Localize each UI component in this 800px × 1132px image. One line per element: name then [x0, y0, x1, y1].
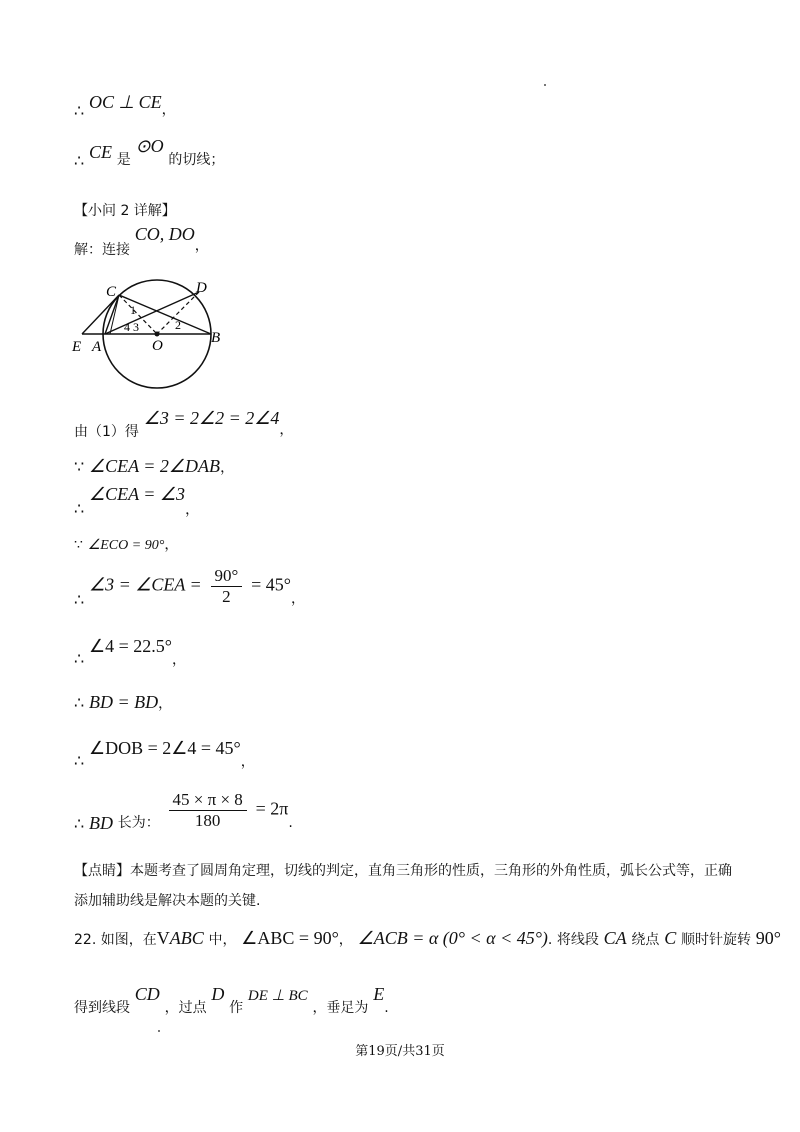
comma: ，: [158, 696, 173, 712]
text-segment: 由（1）得: [74, 424, 139, 440]
math-expression: CE: [88, 142, 112, 162]
label-angle-4: 4: [124, 320, 130, 334]
math-expression: CD: [134, 984, 160, 1004]
math-expression: ∠3 = ∠CEA =: [88, 574, 202, 595]
label-b: B: [211, 330, 221, 346]
fraction-numerator: 90°: [211, 566, 243, 587]
therefore-symbol: ∴: [74, 151, 85, 170]
line-angle4: [74, 636, 186, 668]
line-oc-perp-ce: [74, 92, 176, 120]
text-segment: 是: [116, 152, 131, 168]
math-expression: ∠4 = 22.5°: [88, 636, 172, 656]
label-a: A: [92, 339, 102, 355]
page-footer: 第19页/共31页: [355, 1044, 445, 1059]
comma: ，: [194, 238, 209, 254]
line-angle-relation: [74, 408, 294, 440]
math-expression: BD: [88, 812, 113, 833]
math-expression: CA: [603, 928, 627, 948]
speck-mark: [158, 1030, 160, 1032]
text-segment: 顺时针旋转: [680, 932, 751, 948]
text-segment: 中，: [208, 932, 237, 948]
problem22-line2: [74, 984, 389, 1016]
math-expression: BD = BD: [88, 692, 159, 712]
because-symbol: ∵: [74, 537, 83, 553]
math-expression: ∠3 = 2∠2 = 2∠4: [143, 408, 280, 428]
therefore-symbol: ∴: [74, 751, 85, 770]
label-c: C: [106, 284, 117, 300]
line-a-d: [105, 292, 199, 334]
text-segment: 22. 如图，在: [74, 932, 157, 948]
period: .: [384, 1000, 389, 1016]
line-eco-90: [74, 534, 178, 554]
speck-mark: [544, 84, 546, 86]
math-expression: = 2π: [255, 798, 289, 819]
text-segment: 绕点: [631, 932, 660, 948]
text-segment: ，: [338, 932, 353, 948]
comma: ，: [220, 460, 235, 476]
line-cea-equals-3: [74, 484, 200, 518]
text-segment: 的切线；: [168, 152, 225, 168]
label-angle-2: 2: [175, 318, 181, 332]
math-expression: ∠CEA = 2∠DAB: [88, 456, 221, 476]
line-arc-length: [74, 790, 293, 831]
text-segment: ，过点: [164, 1000, 207, 1016]
label-angle-3: 3: [133, 320, 139, 334]
comment-paragraph: 【点睛】本题考查了圆周角定理，切线的判定，直角三角形的性质，三角形的外角性质，弧长公式等，正确添加辅助线是解决本题的关键.: [74, 863, 732, 909]
line-angle3-45: [74, 566, 305, 607]
math-expression: ∠ACB = α (0° < α < 45°): [357, 928, 548, 948]
fraction: [169, 790, 247, 831]
text-segment: 作: [229, 1000, 244, 1016]
section-heading-part2: 【小问 2 详解】: [74, 203, 176, 219]
math-expression: ∠DOB = 2∠4 = 45°: [88, 738, 241, 758]
text-segment: 长为：: [117, 814, 160, 831]
because-symbol: ∵: [74, 457, 85, 476]
line-because-cea: [74, 456, 234, 477]
line-connect-co-do: [74, 224, 209, 258]
label-angle-1: 1: [130, 303, 136, 317]
therefore-symbol: ∴: [74, 499, 85, 518]
math-expression: ABC: [169, 928, 204, 948]
math-expression: E: [373, 984, 385, 1004]
center-dot-o: [155, 332, 160, 337]
comma: ，: [240, 754, 255, 770]
comma: ，: [290, 590, 305, 607]
math-expression: 90°: [755, 928, 781, 948]
line-arc-bd: [74, 692, 172, 713]
comma: ，: [161, 102, 176, 118]
line-ce-tangent: [74, 136, 225, 170]
math-expression: ∠CEA = ∠3: [88, 484, 186, 504]
label-d: D: [196, 280, 207, 296]
math-expression: ⊙O: [135, 136, 164, 156]
fraction-denominator: 180: [194, 811, 221, 830]
fraction-numerator: 45 × π × 8: [169, 790, 247, 811]
comma: ，: [171, 652, 186, 668]
therefore-symbol: ∴: [74, 813, 85, 833]
comma: ，: [164, 537, 179, 553]
math-expression: = 45°: [251, 574, 291, 595]
math-expression: CO, DO: [134, 224, 195, 244]
therefore-symbol: ∴: [74, 589, 85, 609]
geometry-figure: [60, 262, 260, 392]
therefore-symbol: ∴: [74, 649, 85, 668]
math-expression: ∠ECO = 90°: [87, 538, 165, 553]
math-expression: D: [211, 984, 225, 1004]
line-dob-45: [74, 738, 255, 770]
fraction-denominator: 2: [222, 587, 231, 606]
therefore-symbol: ∴: [74, 101, 85, 120]
math-expression: OC ⊥ CE: [88, 92, 162, 112]
math-expression: C: [664, 928, 677, 948]
comma: ，: [185, 502, 200, 518]
triangle-symbol: V: [156, 928, 170, 948]
label-o: O: [152, 338, 163, 354]
text-segment: ，垂足为: [312, 1000, 369, 1016]
line-e-c: [82, 295, 119, 334]
comma: ，: [279, 422, 294, 438]
text-segment: . 将线段: [547, 932, 599, 948]
fraction: [211, 566, 243, 607]
therefore-symbol: ∴: [74, 693, 85, 712]
text-segment: 解：连接: [74, 242, 130, 258]
math-expression: ∠ABC = 90°: [241, 928, 339, 948]
period: .: [288, 814, 293, 831]
text-segment: 得到线段: [74, 1000, 130, 1016]
label-e: E: [72, 339, 82, 355]
problem22-line1: [74, 928, 781, 949]
math-expression: DE ⊥ BC: [247, 988, 308, 1004]
